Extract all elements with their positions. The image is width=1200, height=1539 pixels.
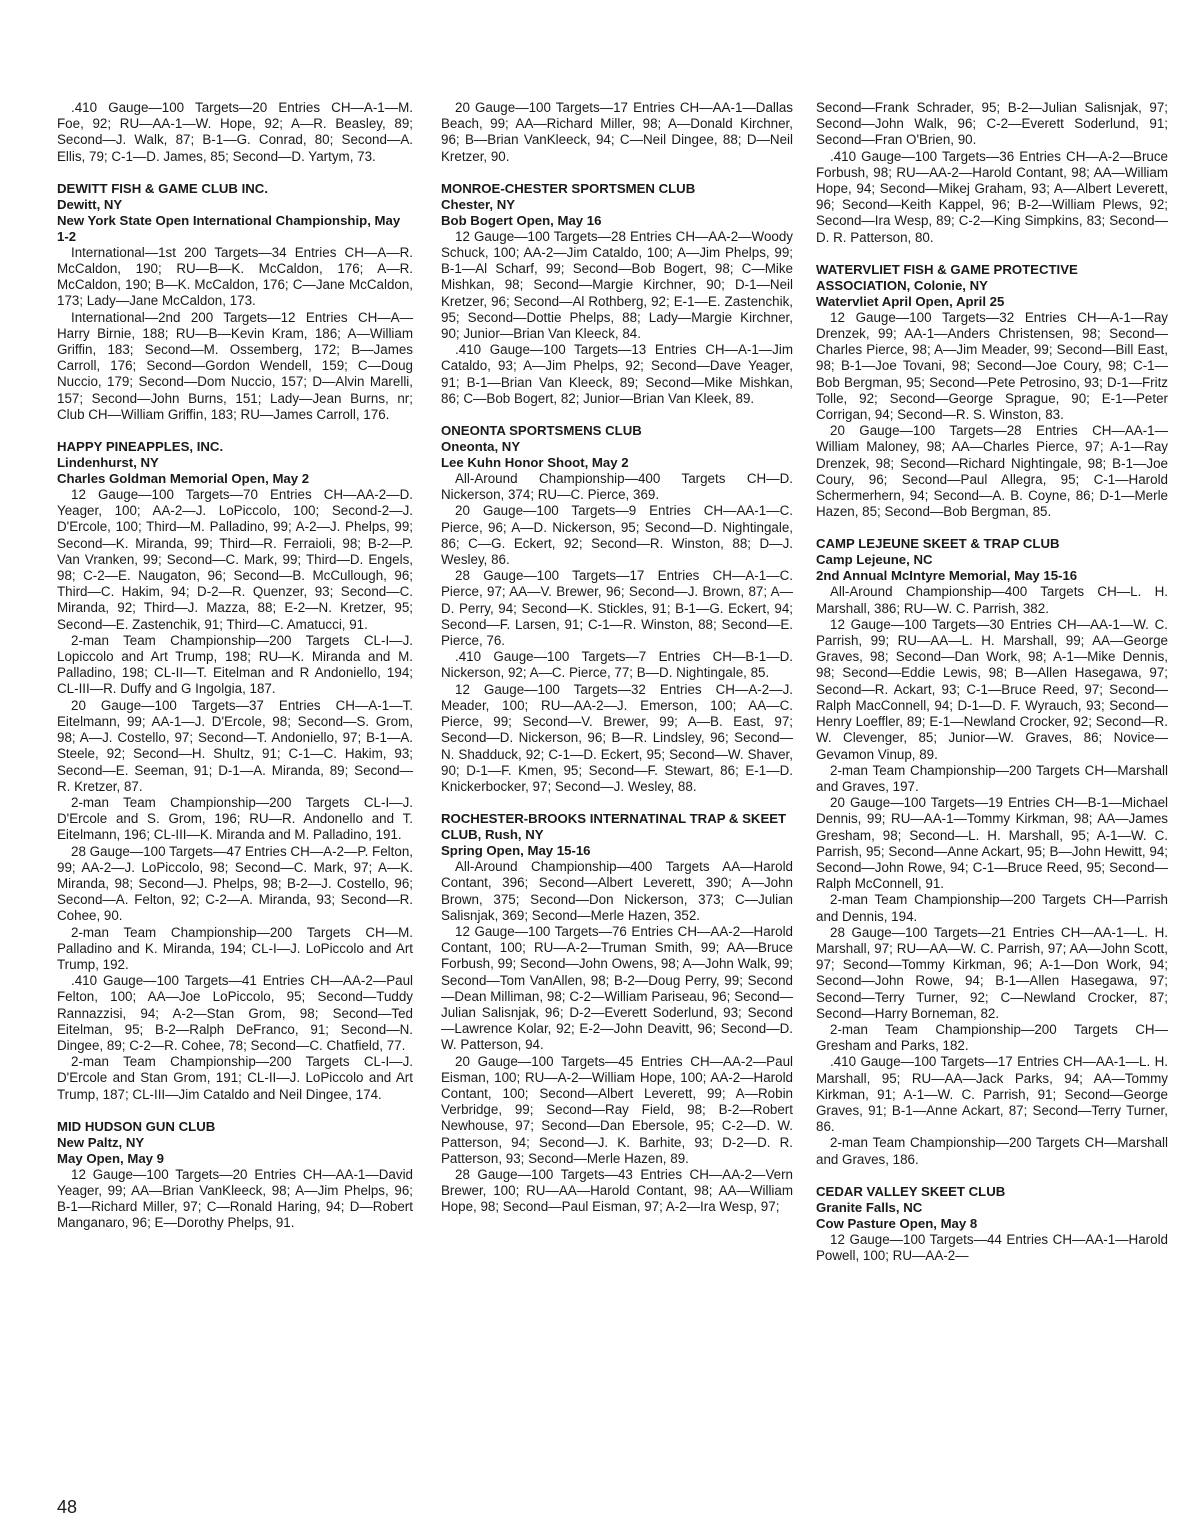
club-location: Camp Lejeune, NC [816, 552, 933, 568]
event-title: Bob Bogert Open, May 16 [441, 212, 602, 228]
event-title: Lee Kuhn Honor Shoot, May 2 [441, 455, 629, 471]
club-block [441, 100, 793, 165]
results-paragraph: 28 Gauge—100 Targets—47 Entries CH—A-2—P. Felton, 99; AA-2—J. LoPiccolo, 98; Second—C. Mark, 97; A—K. Miranda, 98; Second—J. Phelps, 98; B-2—J. Costello, 96; Second—A. Felton, 92; C-2—A. Miranda, 93; Second—R. Cohee, 90. [57, 843, 413, 924]
results-paragraph: 2-man Team Championship—200 Targets CH—Gresham and Parks, 182. [816, 1021, 1168, 1054]
club-name: ROCHESTER-BROOKS INTERNATINAL TRAP & SKEET CLUB, Rush, NY [441, 811, 787, 843]
results-paragraph: 2-man Team Championship—200 Targets CH—Parrish and Dennis, 194. [816, 892, 1168, 924]
results-paragraph: 12 Gauge—100 Targets—32 Entries CH—A-1—Ray Drenzek, 99; AA-1—Anders Christensen, 98; Second—Charles Pierce, 98; A—Jim Meader, 99; Second—Bill East, 98; B-1—Joe Tovani, 98; Second—Joe Coury, 98; C-1—Bob Bergman, 95; Second—Pete Petrosino, 93; D-1—Fritz Tolle, 92; Second—George Sprague, 90; E-1—Peter Corrigan, 94; Second—R. S. Winston, 83. [816, 309, 1168, 423]
results-paragraph: 12 Gauge—100 Targets—28 Entries CH—AA-2—Woody Schuck, 100; AA-2—Jim Cataldo, 100; A—Jim Phelps, 99; B-1—Al Scharf, 99; Second—Bob Bogert, 98; C—Mike Mishkan, 98; Second—Margie Kirchner, 90; D-1—Neil Kretzer, 96; Second—Al Rothberg, 92; E-1—E. Zastenchik, 95; Second—Dottie Phelps, 88; Lady—Margie Kirchner, 90; Junior—Brian Van Kleeck, 84. [441, 228, 793, 342]
club-block [441, 811, 793, 1215]
results-paragraph: 12 Gauge—100 Targets—32 Entries CH—A-2—J. Meader, 100; RU—AA-2—J. Emerson, 100; AA—C. Pierce, 99; Second—V. Brewer, 99; A—B. East, 97; Second—D. Nickerson, 96; B—R. Lindsley, 96; Second—N. Shadduck, 92; C-1—D. Eckert, 95; Second—W. Shaver, 90; D-1—F. Kmen, 95; Second—F. Stewart, 86; E-1—D. Knickerbocker, 97; Second—J. Wesley, 88. [441, 681, 793, 794]
club-block [816, 100, 1168, 246]
club-name: ONEONTA SPORTSMENS CLUB [441, 423, 642, 439]
results-paragraph: 12 Gauge—100 Targets—20 Entries CH—AA-1—David Yeager, 99; AA—Brian VanKleeck, 98; A—Jim Phelps, 96; B-1—Richard Miller, 97; C—Ronald Haring, 94; D—Robert Manganaro, 96; E—Dorothy Phelps, 91. [57, 1166, 413, 1231]
results-paragraph: 2-man Team Championship—200 Targets CH—Marshall and Graves, 197. [816, 762, 1168, 794]
club-location: Oneonta, NY [441, 439, 521, 455]
event-title: New York State Open International Championship, May 1-2 [57, 212, 401, 244]
results-paragraph: 2-man Team Championship—200 Targets CL-I—J. D'Ercole and S. Grom, 196; RU—R. Andonello and T. Eitelmann, 196; CL-III—K. Miranda and M. Palladino, 191. [57, 794, 413, 843]
column-3 [816, 100, 1168, 1264]
club-name: HAPPY PINEAPPLES, INC. [57, 439, 224, 455]
event-title: Spring Open, May 15-16 [441, 843, 591, 859]
club-location: Lindenhurst, NY [57, 455, 159, 471]
club-block [816, 262, 1168, 521]
club-block [441, 423, 793, 795]
club-name: CAMP LEJEUNE SKEET & TRAP CLUB [816, 536, 1060, 552]
results-paragraph: 2-man Team Championship—200 Targets CH—M. Palladino and K. Miranda, 194; CL-I—J. LoPiccolo and Art Trump, 192. [57, 924, 413, 972]
results-paragraph: International—1st 200 Targets—34 Entries CH—A—R. McCaldon, 190; RU—B—K. McCaldon, 176; A—R. McCaldon, 190; B—K. McCaldon, 176; C—Jane McCaldon, 173; Lady—Jane McCaldon, 173. [57, 244, 413, 309]
event-title: Cow Pasture Open, May 8 [816, 1215, 978, 1231]
event-title: May Open, May 9 [57, 1150, 165, 1166]
club-location: Chester, NY [441, 196, 516, 212]
event-title: Charles Goldman Memorial Open, May 2 [57, 471, 310, 487]
results-paragraph: .410 Gauge—100 Targets—17 Entries CH—AA-1—L. H. Marshall, 95; RU—AA—Jack Parks, 94; AA—Tommy Kirkman, 91; A-1—W. C. Parrish, 91; Second—George Graves, 91; B-1—Anne Ackart, 87; Second—Terry Turner, 86. [816, 1054, 1168, 1135]
results-paragraph: 20 Gauge—100 Targets—28 Entries CH—AA-1—William Maloney, 98; AA—Charles Pierce, 97; A-1—Ray Drenzek, 98; Second—Richard Nightingale, 98; B-1—Joe Coury, 96; Second—Paul Allegra, 95; C-1—Harold Schermerhern, 94; Second—A. B. Coyne, 86; D-1—Merle Hazen, 85; Second—Bob Bergman, 85. [816, 423, 1168, 520]
results-paragraph: 20 Gauge—100 Targets—37 Entries CH—A-1—T. Eitelmann, 99; AA-1—J. D'Ercole, 98; Second—S. Grom, 98; A—J. Costello, 97; Second—T. Andoniello, 97; B-1—A. Steele, 92; Second—H. Shultz, 91; C-1—C. Hakim, 93; Second—E. Seeman, 91; D-1—A. Miranda, 89; Second—R. Kretzer, 87. [57, 697, 413, 794]
results-paragraph: All-Around Championship—400 Targets AA—Harold Contant, 396; Second—Albert Leverett, 390; A—John Brown, 375; Second—Don Nickerson, 373; C—Julian Salisnjak, 369; Second—Merle Hazen, 352. [441, 859, 793, 923]
club-name: MID HUDSON GUN CLUB [57, 1118, 216, 1134]
results-paragraph: 12 Gauge—100 Targets—76 Entries CH—AA-2—Harold Contant, 100; RU—A-2—Truman Smith, 99; AA—Bruce Forbush, 99; Second—John Owens, 98; A—John Walk, 99; Second—Tom VanAllen, 98; B-2—Doug Perry, 99; Second—Dean Milliman, 98; C-2—William Pariseau, 96; Second—Julian Salisnjak, 96; D-2—Everett Soderlund, 93; Second—Lawrence Kolar, 92; E-2—John Deavitt, 96; Second—D. W. Patterson, 94. [441, 923, 793, 1053]
results-paragraph: .410 Gauge—100 Targets—7 Entries CH—B-1—D. Nickerson, 92; A—C. Pierce, 77; B—D. Nightingale, 85. [441, 649, 793, 681]
results-paragraph: .410 Gauge—100 Targets—13 Entries CH—A-1—Jim Cataldo, 93; A—Jim Phelps, 92; Second—Dave Yeager, 91; B-1—Brian Van Kleeck, 89; Second—Mike Mishkan, 86; C—Bob Bogert, 82; Junior—Brian Van Kleek, 89. [441, 342, 793, 406]
club-block [816, 1184, 1168, 1264]
club-block [57, 439, 413, 1103]
results-paragraph: 12 Gauge—100 Targets—44 Entries CH—AA-1—Harold Powell, 100; RU—AA-2— [816, 1231, 1168, 1263]
results-paragraph: 28 Gauge—100 Targets—43 Entries CH—AA-2—Vern Brewer, 100; RU—AA—Harold Contant, 98; AA—William Hope, 98; Second—Paul Eisman, 97; A-2—Ira Wesp, 97; [441, 1166, 793, 1215]
club-block [57, 181, 413, 423]
results-paragraph: 12 Gauge—100 Targets—30 Entries CH—AA-1—W. C. Parrish, 99; RU—AA—L. H. Marshall, 99; AA—George Graves, 98; Second—Dan Work, 98; A-1—Mike Dennis, 98; Second—Eddie Lewis, 98; B—Allen Hasegawa, 97; Second—R. Ackart, 93; C-1—Bruce Reed, 97; Second—Ralph MacConnell, 94; D-1—D. F. Wyrauch, 93; Second—Henry Loeffler, 89; E-1—Newland Crocker, 92; Second—R. W. Clevenger, 85; Junior—W. Graves, 86; Novice—Gevamon Vinup, 89. [816, 616, 1168, 762]
club-location: Dewitt, NY [57, 196, 123, 212]
club-name: WATERVLIET FISH & GAME PROTECTIVE ASSOCIATION, Colonie, NY [816, 261, 1078, 293]
club-location: New Paltz, NY [57, 1134, 145, 1150]
club-block [441, 181, 793, 407]
event-title: Watervliet April Open, April 25 [816, 293, 1005, 309]
club-location: Granite Falls, NC [816, 1199, 923, 1215]
results-paragraph: International—2nd 200 Targets—12 Entries CH—A—Harry Birnie, 188; RU—B—Kevin Kram, 186; A—William Griffin, 183; Second—M. Ossemberg, 172; B—James Carroll, 176; Second—Gordon Wendell, 159; C—Doug Nuccio, 179; Second—Dom Nuccio, 157; D—Alvin Marelli, 157; Second—John Burns, 151; Lady—Jean Burns, nr; Club CH—William Griffin, 183; RU—James Carroll, 176. [57, 309, 413, 422]
club-block [57, 1119, 413, 1232]
results-paragraph: All-Around Championship—400 Targets CH—D. Nickerson, 374; RU—C. Pierce, 369. [441, 471, 793, 503]
results-paragraph: 20 Gauge—100 Targets—9 Entries CH—AA-1—C. Pierce, 96; A—D. Nickerson, 95; Second—D. Nightingale, 86; C—G. Eckert, 92; Second—R. Winston, 88; D—J. Wesley, 86. [441, 503, 793, 568]
club-name: MONROE-CHESTER SPORTSMEN CLUB [441, 180, 696, 196]
club-name: CEDAR VALLEY SKEET CLUB [816, 1183, 1006, 1199]
club-name: DEWITT FISH & GAME CLUB INC. [57, 180, 268, 196]
results-paragraph: Second—Frank Schrader, 95; B-2—Julian Salisnjak, 97; Second—John Walk, 96; C-2—Everett Soderlund, 91; Second—Fran O'Brien, 90. [816, 100, 1168, 148]
results-paragraph: 2-man Team Championship—200 Targets CL-I—J. Lopiccolo and Art Trump, 198; RU—K. Miranda and M. Palladino, 198; CL-II—T. Eitelman and R Andoniello, 194; CL-III—R. Duffy and G Ingolgia, 187. [57, 632, 413, 697]
results-paragraph: .410 Gauge—100 Targets—36 Entries CH—A-2—Bruce Forbush, 98; RU—AA-2—Harold Contant, 98; AA—William Hope, 94; Second—Mikej Graham, 93; A—Albert Leverett, 96; Second—Keith Kappel, 96; B-2—William Plews, 92; Second—Ira Wesp, 89; C-2—King Simpkins, 83; Second—D. R. Patterson, 80. [816, 148, 1168, 245]
club-block [57, 100, 413, 165]
results-paragraph: .410 Gauge—100 Targets—20 Entries CH—A-1—M. Foe, 92; RU—AA-1—W. Hope, 92; A—R. Beasley, 89; Second—J. Walk, 87; B-1—G. Conrad, 80; Second—A. Ellis, 79; C-1—D. James, 85; Second—D. Yartym, 73. [57, 100, 413, 164]
results-paragraph: 28 Gauge—100 Targets—17 Entries CH—A-1—C. Pierce, 97; AA—V. Brewer, 96; Second—J. Brown, 87; A—D. Perry, 94; Second—K. Stickles, 91; B-1—G. Eckert, 94; Second—F. Larsen, 91; C-1—R. Winston, 88; Second—E. Pierce, 76. [441, 568, 793, 649]
results-paragraph: 20 Gauge—100 Targets—45 Entries CH—AA-2—Paul Eisman, 100; RU—A-2—William Hope, 100; AA-2—Harold Contant, 100; Second—Albert Leverett, 99; A—Robin Verbridge, 99; Second—Ray Field, 98; B-2—Robert Newhouse, 97; Second—Dan Ebersole, 95; C-2—D. W. Patterson, 94; Second—J. K. Barhite, 93; D-2—D. R. Patterson, 93; Second—Merle Hazen, 89. [441, 1053, 793, 1166]
results-paragraph: .410 Gauge—100 Targets—41 Entries CH—AA-2—Paul Felton, 100; AA—Joe LoPiccolo, 95; Second—Tuddy Rannazzisi, 94; A-2—Stan Grom, 98; Second—Ted Eitelman, 95; B-2—Ralph DeFranco, 91; Second—N. Dingee, 89; C-2—R. Cohee, 78; Second—C. Chatfield, 77. [57, 973, 413, 1053]
column-1 [57, 100, 413, 1232]
page-number: 48 [57, 1497, 78, 1517]
results-paragraph: All-Around Championship—400 Targets CH—L. H. Marshall, 386; RU—W. C. Parrish, 382. [816, 584, 1168, 616]
event-title: 2nd Annual McIntyre Memorial, May 15-16 [816, 568, 1078, 584]
results-paragraph: 2-man Team Championship—200 Targets CH—Marshall and Graves, 186. [816, 1135, 1168, 1167]
results-paragraph: 12 Gauge—100 Targets—70 Entries CH—AA-2—D. Yeager, 100; AA-2—J. LoPiccolo, 100; Second-2—J. D'Ercole, 100; Third—M. Palladino, 99; A-2—J. Phelps, 99; Second—K. Miranda, 99; Third—R. Ferraioli, 98; B-2—P. Van Vranken, 99; Second—C. Mark, 99; Third—D. Engels, 98; C-2—E. Naugaton, 96; Second—B. McCullough, 96; Third—C. Hakim, 94; D-2—R. Quenzer, 93; Second—C. Miranda, 92; Third—J. Mazza, 88; E-2—N. Kretzer, 95; Second—E. Zastenchik, 91; Third—C. Amatucci, 91. [57, 487, 413, 632]
results-paragraph: 28 Gauge—100 Targets—21 Entries CH—AA-1—L. H. Marshall, 97; RU—AA—W. C. Parrish, 97; AA—John Scott, 97; Second—Tommy Kirkman, 96; A-1—Don Work, 94; Second—John Rowe, 94; B-1—Allen Hasegawa, 97; Second—Terry Turner, 92; C—Newland Crocker, 87; Second—Harry Borneman, 82. [816, 924, 1168, 1021]
column-2 [441, 100, 793, 1216]
results-paragraph: 20 Gauge—100 Targets—17 Entries CH—AA-1—Dallas Beach, 99; AA—Richard Miller, 98; A—Donald Kirchner, 96; B—Brian VanKleeck, 94; C—Neil Dingee, 88; D—Neil Kretzer, 90. [441, 100, 793, 164]
results-paragraph: 20 Gauge—100 Targets—19 Entries CH—B-1—Michael Dennis, 99; RU—AA-1—Tommy Kirkman, 98; AA—James Gresham, 98; Second—L. H. Marshall, 95; A-1—W. C. Parrish, 95; Second—Anne Ackart, 95; B—John Hewitt, 94; Second—John Rowe, 94; C-1—Bruce Reed, 95; Second—Ralph McConnell, 91. [816, 795, 1168, 892]
club-block [816, 536, 1168, 1167]
results-paragraph: 2-man Team Championship—200 Targets CL-I—J. D'Ercole and Stan Grom, 191; CL-II—J. LoPiccolo and Art Trump, 187; CL-III—Jim Cataldo and Neil Dingee, 174. [57, 1054, 413, 1102]
